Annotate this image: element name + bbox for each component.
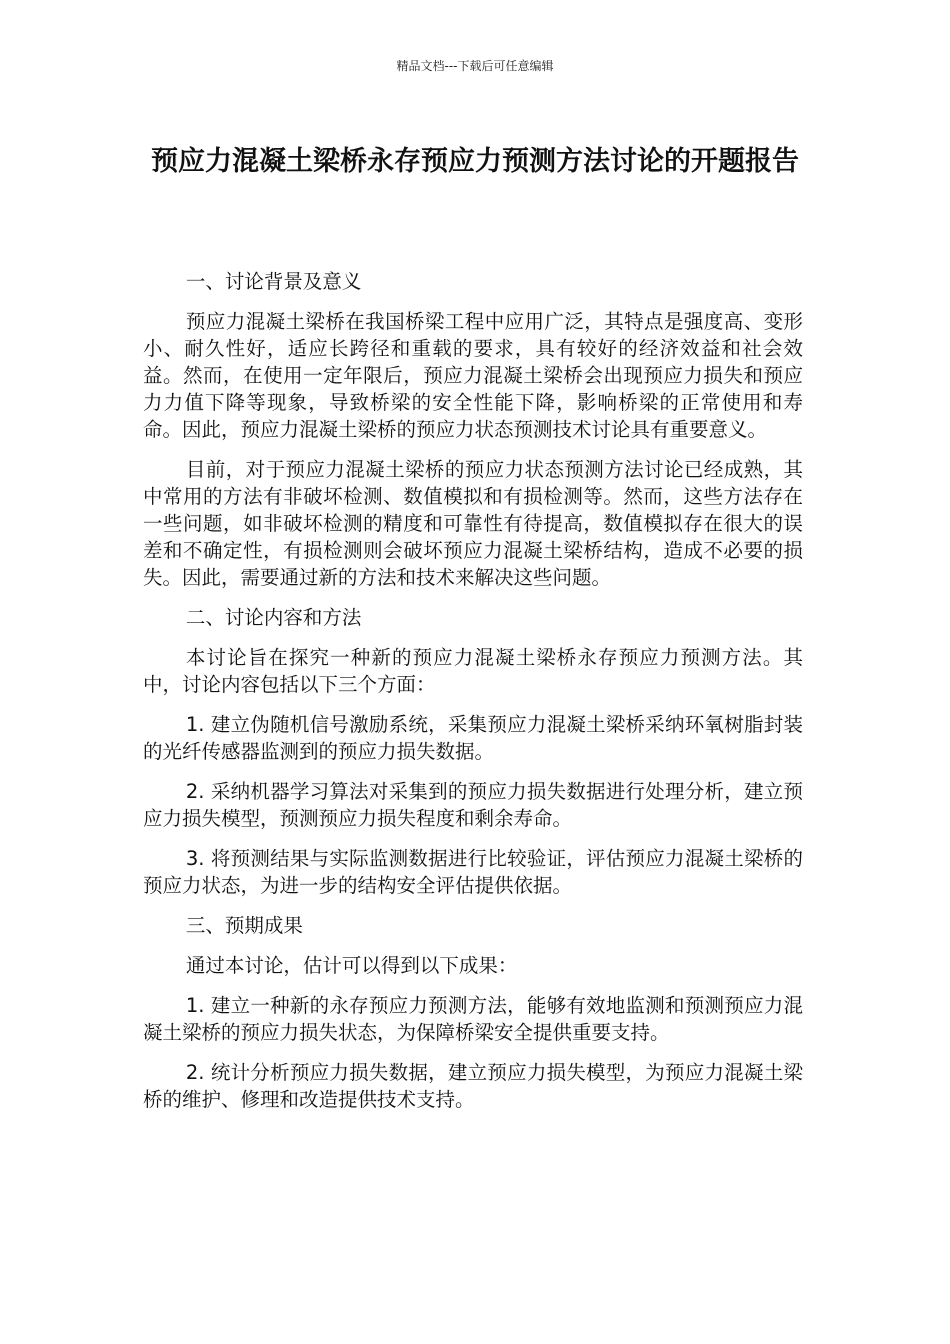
list-item: 1. 建立一种新的永存预应力预测方法，能够有效地监测和预测预应力混凝土梁桥的预应力损失状态，为保障桥梁安全提供重要支持。: [143, 994, 803, 1044]
section-heading-content-method: 二、讨论内容和方法: [185, 606, 362, 629]
document-title: 预应力混凝土梁桥永存预应力预测方法讨论的开题报告: [151, 146, 799, 177]
paragraph: 本讨论旨在探究一种新的预应力混凝土梁桥永存预应力预测方法。其中，讨论内容包括以下三个方面：: [143, 646, 803, 696]
page-header: 精品文档---下载后可任意编辑: [396, 59, 554, 73]
section-heading-background: 一、讨论背景及意义: [185, 270, 362, 293]
paragraph: 目前，对于预应力混凝土梁桥的预应力状态预测方法讨论已经成熟，其中常用的方法有非破坏检测、数值模拟和有损检测等。然而，这些方法存在一些问题，如非破坏检测的精度和可靠性有待提高，数值模拟存在很大的误差和不确定性，有损检测则会破坏预应力混凝土梁桥结构，造成不必要的损失。因此，需要通过新的方法和技术来解决这些问题。: [143, 458, 803, 589]
list-item: 2. 采纳机器学习算法对采集到的预应力损失数据进行处理分析，建立预应力损失模型，预测预应力损失程度和剩余寿命。: [143, 780, 803, 830]
paragraph: 预应力混凝土梁桥在我国桥梁工程中应用广泛，其特点是强度高、变形小、耐久性好，适应长跨径和重载的要求，具有较好的经济效益和社会效益。然而，在使用一定年限后，预应力混凝土梁桥会出现预应力损失和预应力力值下降等现象，导致桥梁的安全性能下降，影响桥梁的正常使用和寿命。因此，预应力混凝土梁桥的预应力状态预测技术讨论具有重要意义。: [143, 310, 803, 441]
list-item: 1. 建立伪随机信号激励系统，采集预应力混凝土梁桥采纳环氧树脂封装的光纤传感器监测到的预应力损失数据。: [143, 713, 803, 763]
list-item: 3. 将预测结果与实际监测数据进行比较验证，评估预应力混凝土梁桥的预应力状态，为进一步的结构安全评估提供依据。: [143, 847, 803, 897]
section-heading-expected-results: 三、预期成果: [185, 914, 303, 937]
list-item: 2. 统计分析预应力损失数据，建立预应力损失模型，为预应力混凝土梁桥的维护、修理和改造提供技术支持。: [143, 1061, 803, 1111]
paragraph: 通过本讨论，估计可以得到以下成果：: [185, 954, 518, 977]
document-body: [143, 268, 803, 1126]
